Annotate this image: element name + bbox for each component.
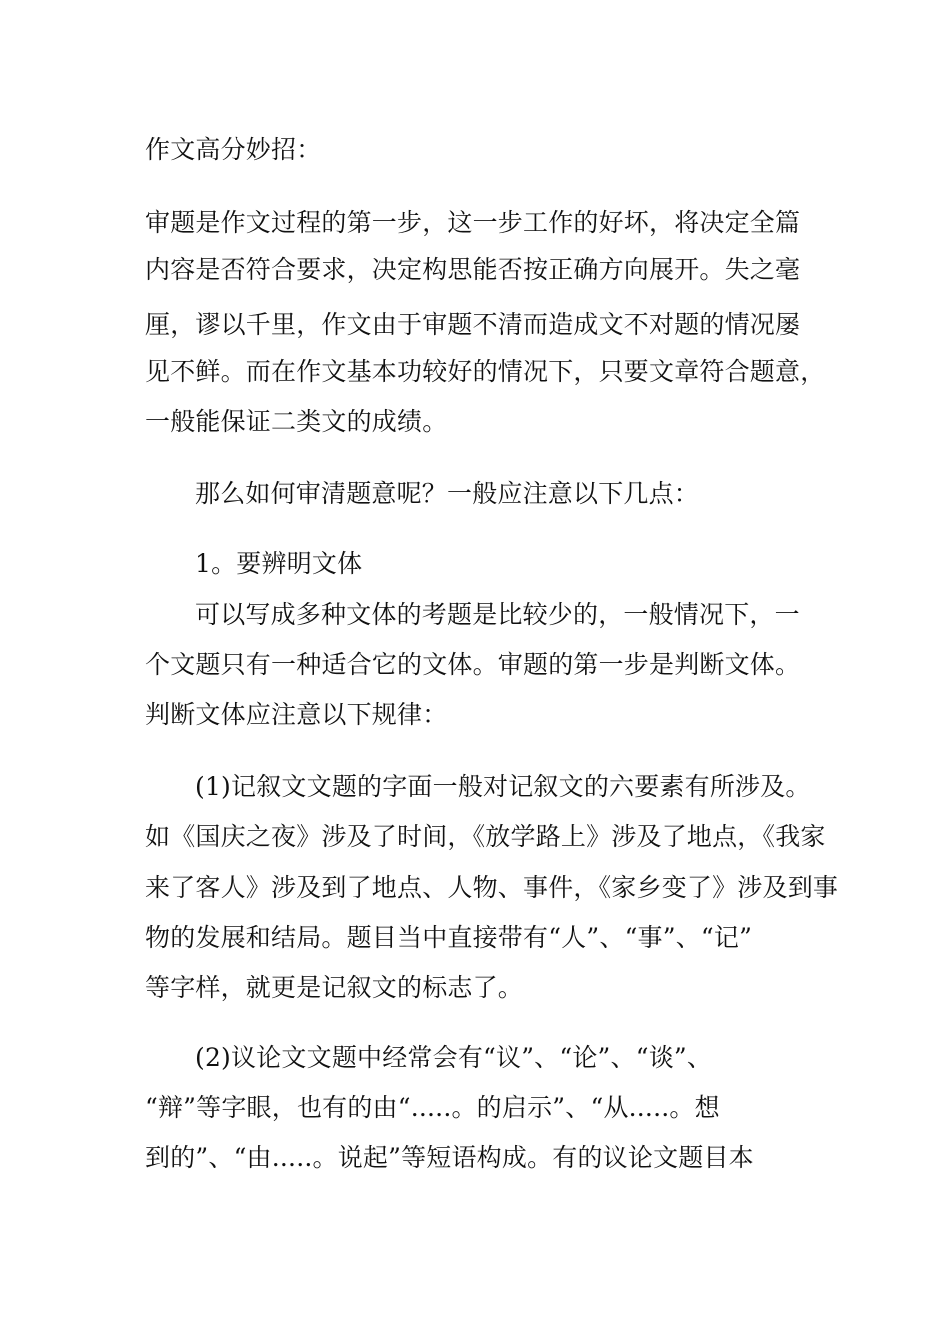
paragraph-line: 内容是否符合要求，决定构思能否按正确方向展开。失之毫 <box>145 255 801 284</box>
paragraph-line: (2)议论文文题中经常会有“议”、“论”、“谈”、 <box>195 1043 713 1072</box>
paragraph-line: 审题是作文过程的第一步，这一步工作的好坏，将决定全篇 <box>145 208 801 237</box>
document-heading: 作文高分妙招： <box>145 135 322 164</box>
paragraph-line: 那么如何审清题意呢？一般应注意以下几点： <box>195 479 700 508</box>
paragraph-line: 厘，谬以千里，作文由于审题不清而造成文不对题的情况屡 <box>145 310 801 339</box>
section-heading: 1。要辨明文体 <box>195 549 363 578</box>
paragraph-line: 如《国庆之夜》涉及了时间，《放学路上》涉及了地点，《我家 <box>145 822 826 851</box>
paragraph-line: 判断文体应注意以下规律： <box>145 700 448 729</box>
paragraph-line: 到的”、“由.....。说起”等短语构成。有的议论文题目本 <box>145 1143 754 1172</box>
paragraph-line: 个文题只有一种适合它的文体。审题的第一步是判断文体。 <box>145 650 801 679</box>
paragraph-line: 可以写成多种文体的考题是比较少的，一般情况下，一 <box>195 600 800 629</box>
paragraph-line: 一般能保证二类文的成绩。 <box>145 407 448 436</box>
paragraph-line: (1)记叙文文题的字面一般对记叙文的六要素有所涉及。 <box>195 772 811 801</box>
paragraph-line: 来了客人》涉及到了地点、人物、事件，《家乡变了》涉及到事 <box>145 873 839 902</box>
paragraph-line: 物的发展和结局。题目当中直接带有“人”、“事”、“记” <box>145 923 753 952</box>
paragraph-line: 等字样，就更是记叙文的标志了。 <box>145 973 524 1002</box>
paragraph-line: “辩”等字眼，也有的由“.....。的启示”、“从.....。想 <box>145 1093 720 1122</box>
paragraph-line: 见不鲜。而在作文基本功较好的情况下，只要文章符合题意， <box>145 357 826 386</box>
